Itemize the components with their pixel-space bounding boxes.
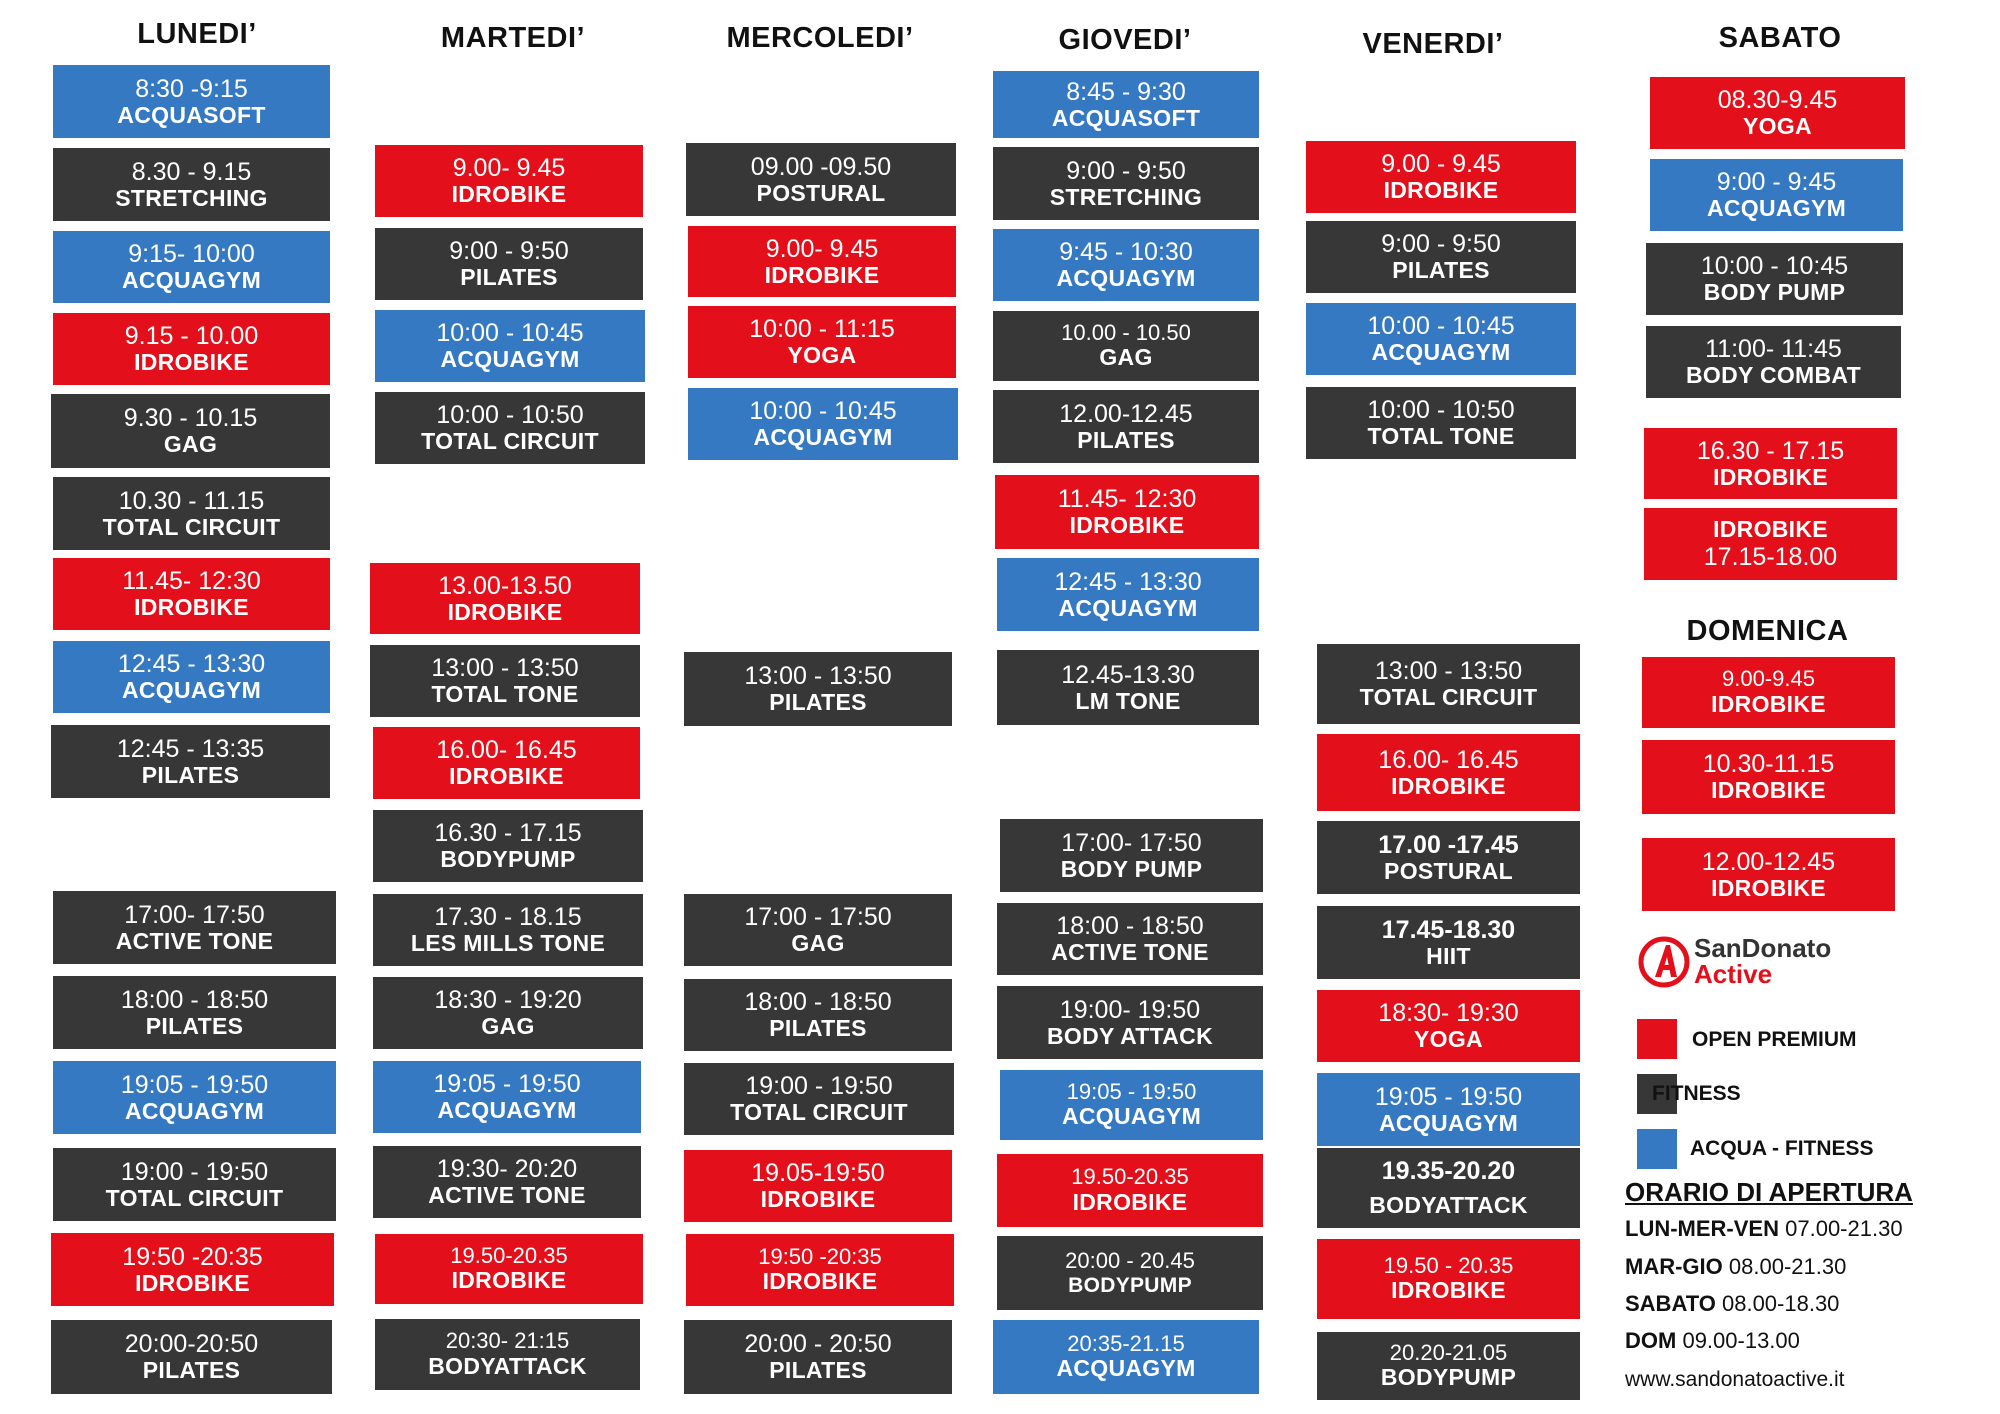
slot-time: 20:00-20:50 [124, 1330, 259, 1359]
slot-class-name: IDROBIKE [1711, 874, 1826, 901]
slot-time: 19:05 - 19:50 [433, 1070, 581, 1099]
class-slot [1000, 819, 1263, 892]
slot-time: 19.50-20.35 [450, 1242, 568, 1268]
slot-time: 18:00 - 18:50 [120, 985, 269, 1014]
class-slot [1306, 221, 1576, 293]
slot-class-name: IDROBIKE [447, 598, 563, 625]
slot-time: 11:00- 11:45 [1705, 335, 1842, 364]
class-slot [373, 1061, 641, 1133]
class-slot [53, 976, 336, 1049]
slot-class-name: PILATES [142, 1357, 241, 1384]
class-slot [1642, 838, 1895, 911]
slot-time: 19.50-20.35 [1071, 1164, 1189, 1190]
class-slot [1650, 77, 1905, 149]
slot-class-name: IDROBIKE [451, 1267, 567, 1294]
legend-label-acqua-fitness: ACQUA - FITNESS [1690, 1137, 1874, 1160]
class-slot [688, 388, 958, 460]
slot-class-name: ACTIVE TONE [1051, 939, 1209, 966]
slot-time: 19:05 - 19:50 [1066, 1078, 1197, 1104]
slot-time: 19:50 -20:35 [122, 1242, 263, 1271]
slot-time: 11.45- 12:30 [1057, 485, 1197, 514]
class-slot [1306, 303, 1576, 375]
slot-class-name: IDROBIKE [134, 594, 249, 621]
slot-class-name: ACQUAGYM [753, 424, 893, 451]
class-slot [993, 390, 1259, 463]
class-slot [1000, 1070, 1263, 1140]
slot-class-name: PILATES [1392, 257, 1490, 284]
slot-class-name: BODYATTACK [1369, 1192, 1528, 1219]
class-slot [997, 1154, 1263, 1227]
slot-time: 10.30 - 11.15 [118, 486, 265, 515]
slot-class-name: TOTAL TONE [1367, 423, 1515, 450]
class-slot [370, 645, 640, 717]
slot-class-name: ACQUAGYM [440, 346, 580, 373]
slot-time: 10.30-11.15 [1702, 750, 1835, 779]
slot-time: 10:00 - 10:45 [749, 397, 897, 426]
class-slot [684, 1063, 954, 1135]
class-slot [373, 727, 640, 799]
slot-time: 16.00- 16.45 [1378, 745, 1519, 774]
class-slot [684, 1150, 952, 1222]
opening-hours-days: MAR-GIO [1625, 1254, 1723, 1279]
opening-hours-days: LUN-MER-VEN [1625, 1216, 1779, 1241]
slot-class-name: YOGA [1743, 113, 1812, 140]
class-slot [1650, 159, 1903, 231]
slot-time: 13:00 - 13:50 [744, 662, 892, 691]
slot-time: 12.00-12.45 [1059, 399, 1193, 428]
slot-time: 9.00-9.45 [1722, 666, 1815, 692]
slot-time: 9.30 - 10.15 [123, 404, 258, 433]
class-slot [684, 1320, 952, 1394]
class-slot [684, 979, 952, 1051]
class-slot [688, 306, 956, 378]
slot-class-name: IDROBIKE [764, 261, 880, 288]
class-slot [53, 231, 330, 303]
opening-hours-row [1625, 1216, 1903, 1242]
slot-class-name: BODYATTACK [428, 1352, 587, 1379]
slot-class-name: ACTIVE TONE [428, 1182, 586, 1209]
class-slot [51, 725, 330, 798]
class-slot [1644, 508, 1897, 580]
slot-time: 9:00 - 9:50 [1381, 230, 1501, 259]
slot-class-name: IDROBIKE [135, 1269, 250, 1296]
slot-time: 18:30 - 19:20 [434, 986, 582, 1015]
slot-class-name: GAG [1099, 344, 1153, 371]
class-slot [1317, 1148, 1580, 1228]
slot-time: 12:45 - 13:30 [1054, 567, 1202, 596]
slot-time: 20:00 - 20.45 [1065, 1247, 1195, 1273]
slot-time: 10:00 - 10:50 [436, 401, 584, 430]
slot-time: 19:05 - 19:50 [1374, 1082, 1523, 1111]
opening-hours-time: 09.00-13.00 [1682, 1328, 1800, 1353]
slot-time: 9:00 - 9:50 [449, 237, 569, 266]
slot-time: 17.30 - 18.15 [434, 903, 582, 932]
slot-time: 12:45 - 13:30 [117, 650, 266, 679]
slot-class-name: BODYPUMP [1380, 1364, 1517, 1391]
slot-time: 17.15-18.00 [1703, 542, 1838, 571]
slot-class-name: GAG [163, 431, 218, 458]
class-slot [375, 1234, 643, 1304]
slot-time: 10:00 - 10:45 [1367, 312, 1515, 341]
class-slot [375, 228, 643, 300]
slot-class-name: IDROBIKE [1391, 1277, 1506, 1304]
slot-class-name: IDROBIKE [1072, 1188, 1188, 1215]
slot-class-name: IDROBIKE [451, 181, 567, 208]
slot-class-name: HIIT [1426, 942, 1471, 969]
slot-time: 9:00 - 9:45 [1716, 168, 1837, 197]
class-slot [53, 148, 330, 221]
class-slot [1306, 141, 1576, 213]
day-title-domenica: DOMENICA [1686, 615, 1849, 647]
slot-time: 12:45 - 13:35 [116, 734, 265, 763]
slot-class-name: PILATES [145, 1012, 244, 1039]
slot-class-name: IDROBIKE [134, 349, 249, 376]
class-slot [51, 1320, 332, 1394]
class-slot [1317, 1239, 1580, 1319]
slot-time: 13.00-13.50 [438, 571, 572, 600]
slot-class-name: BODYPUMP [440, 846, 576, 873]
opening-hours-days: SABATO [1625, 1291, 1716, 1316]
class-slot [370, 563, 640, 634]
legend-label-open-premium: OPEN PREMIUM [1692, 1028, 1857, 1051]
class-slot [993, 147, 1259, 220]
class-slot [688, 226, 956, 297]
slot-time: 16.30 - 17.15 [1696, 436, 1845, 465]
class-slot [993, 1320, 1259, 1394]
slot-class-name: ACQUASOFT [1051, 104, 1201, 131]
slot-time: 20.20-21.05 [1389, 1339, 1508, 1365]
class-slot [1642, 657, 1895, 728]
slot-class-name: IDROBIKE [760, 1186, 876, 1213]
brand-name-line2: Active [1694, 959, 1773, 989]
brand-name-line1: SanDonato [1694, 933, 1832, 963]
class-slot [373, 810, 643, 882]
slot-time: 17:00- 17:50 [1061, 828, 1202, 857]
slot-time: 10.00 - 10.50 [1061, 319, 1191, 345]
slot-class-name: ACTIVE TONE [115, 927, 274, 954]
slot-time: 20:00 - 20:50 [744, 1330, 892, 1359]
website-link[interactable]: www.sandonatoactive.it [1625, 1368, 1845, 1391]
slot-class-name: IDROBIKE [1713, 516, 1828, 543]
slot-time: 19:30- 20:20 [436, 1155, 578, 1184]
slot-time: 9.00- 9.45 [765, 234, 879, 263]
slot-class-name: ACQUAGYM [121, 677, 262, 704]
slot-time: 9.00- 9.45 [452, 154, 566, 183]
slot-time: 16.00- 16.45 [436, 736, 577, 765]
slot-time: 17.45-18.30 [1381, 915, 1516, 944]
slot-class-name: GAG [481, 1013, 535, 1040]
class-slot [373, 977, 643, 1049]
slot-class-name: ACQUAGYM [1061, 1103, 1202, 1130]
opening-hours-days: DOM [1625, 1328, 1677, 1353]
class-slot [997, 986, 1263, 1059]
class-slot [51, 1233, 334, 1306]
slot-class-name: BODY PUMP [1703, 279, 1846, 306]
opening-hours-row [1625, 1328, 1800, 1354]
opening-hours-time: 07.00-21.30 [1785, 1216, 1903, 1241]
day-title-lunedi: LUNEDI’ [137, 18, 257, 50]
class-slot [997, 1236, 1263, 1310]
slot-class-name: ACQUAGYM [1056, 1355, 1196, 1382]
class-slot [1646, 243, 1903, 315]
class-slot [686, 143, 956, 216]
slot-class-name: ACQUASOFT [117, 101, 266, 128]
slot-class-name: BODY ATTACK [1047, 1022, 1213, 1049]
slot-time: 13:00 - 13:50 [1374, 657, 1523, 686]
class-slot [1306, 387, 1576, 459]
slot-time: 20:30- 21:15 [445, 1328, 570, 1354]
slot-class-name: POSTURAL [1384, 857, 1513, 884]
slot-class-name: TOTAL TONE [431, 681, 579, 708]
slot-time: 16.30 - 17.15 [434, 819, 582, 848]
slot-class-name: TOTAL CIRCUIT [730, 1099, 908, 1126]
class-slot [53, 313, 330, 385]
class-slot [53, 558, 330, 630]
slot-time: 18:30- 19:30 [1378, 999, 1519, 1028]
slot-class-name: LES MILLS TONE [410, 930, 606, 957]
class-slot [1317, 644, 1580, 724]
slot-class-name: IDROBIKE [1711, 690, 1826, 717]
class-slot [993, 311, 1259, 381]
class-slot [375, 310, 645, 382]
class-slot [375, 145, 643, 217]
slot-class-name: BODY COMBAT [1686, 362, 1861, 389]
slot-time: 19:05 - 19:50 [120, 1070, 269, 1099]
class-slot [53, 641, 330, 713]
slot-time: 18:00 - 18:50 [744, 988, 892, 1017]
class-slot [997, 558, 1259, 631]
slot-class-name: GAG [791, 930, 845, 957]
slot-class-name: BODY PUMP [1060, 855, 1203, 882]
slot-time: 8.30 - 9.15 [131, 157, 252, 186]
legend-swatch-acqua-fitness [1637, 1129, 1677, 1169]
legend-swatch-open-premium [1637, 1019, 1677, 1059]
class-slot [373, 894, 643, 966]
slot-class-name: ACQUAGYM [1371, 339, 1511, 366]
slot-time: 9:45 - 10:30 [1059, 238, 1193, 267]
opening-hours-time: 08.00-18.30 [1721, 1291, 1840, 1316]
slot-class-name: YOGA [787, 342, 857, 369]
slot-class-name: ACQUAGYM [1058, 594, 1198, 621]
slot-time: 17:00 - 17:50 [744, 903, 892, 932]
slot-class-name: IDROBIKE [1391, 772, 1506, 799]
class-slot [373, 1146, 641, 1218]
slot-class-name: IDROBIKE [762, 1268, 878, 1295]
slot-time: 19:00 - 19:50 [745, 1072, 893, 1101]
slot-time: 10:00 - 10:50 [1367, 396, 1515, 425]
class-slot [1317, 990, 1580, 1062]
slot-time: 20:35-21.15 [1067, 1330, 1185, 1356]
class-slot [53, 1148, 336, 1221]
class-slot [684, 894, 952, 966]
slot-class-name: TOTAL CIRCUIT [421, 428, 599, 455]
day-title-mercoledi: MERCOLEDI’ [726, 22, 914, 54]
class-slot [1317, 734, 1580, 811]
class-slot [686, 1234, 954, 1306]
slot-class-name: ACQUAGYM [1706, 195, 1847, 222]
slot-class-name: POSTURAL [756, 179, 886, 206]
class-slot [375, 392, 645, 464]
slot-time: 9:00 - 9:50 [1066, 156, 1186, 185]
class-slot [995, 475, 1259, 549]
class-slot [1646, 326, 1901, 398]
slot-class-name: ACQUAGYM [124, 1097, 265, 1124]
class-slot [1317, 1073, 1580, 1146]
slot-class-name: ACQUAGYM [1378, 1109, 1519, 1136]
slot-time: 9.00 - 9.45 [1381, 150, 1501, 179]
slot-class-name: STRETCHING [115, 184, 268, 211]
class-slot [375, 1319, 640, 1390]
slot-class-name: PILATES [769, 1357, 867, 1384]
slot-time: 13:00 - 13:50 [431, 654, 579, 683]
slot-class-name: PILATES [141, 761, 240, 788]
slot-class-name: IDROBIKE [449, 763, 564, 790]
sandonato-logo-icon [1637, 935, 1691, 989]
class-slot [993, 71, 1259, 138]
slot-time: 19.05-19:50 [751, 1159, 885, 1188]
class-slot [997, 903, 1263, 975]
slot-class-name: IDROBIKE [1713, 463, 1828, 490]
day-title-giovedi: GIOVEDI’ [1058, 24, 1192, 56]
slot-time: 11.45- 12:30 [122, 567, 261, 596]
slot-class-name: PILATES [769, 689, 867, 716]
class-slot [1644, 428, 1897, 499]
slot-class-name: PILATES [769, 1015, 867, 1042]
slot-class-name: ACQUAGYM [121, 267, 262, 294]
class-slot [53, 1061, 336, 1134]
slot-class-name: STRETCHING [1049, 183, 1203, 210]
day-title-sabato: SABATO [1718, 22, 1842, 54]
legend-label-fitness: FITNESS [1652, 1082, 1741, 1105]
slot-time: 17.00 -17.45 [1378, 830, 1519, 859]
slot-time: 19:50 -20:35 [758, 1243, 882, 1269]
slot-class-name: TOTAL CIRCUIT [102, 513, 281, 540]
class-slot [1317, 1332, 1580, 1400]
slot-class-name: IDROBIKE [1711, 777, 1826, 804]
day-title-venerdi: VENERDI’ [1362, 28, 1504, 60]
class-slot [53, 891, 336, 964]
slot-time: 10:00 - 11:15 [749, 315, 895, 344]
slot-time: 8:30 -9:15 [135, 74, 248, 103]
opening-hours-row [1625, 1254, 1846, 1280]
opening-hours-title: ORARIO DI APERTURA [1625, 1177, 1913, 1207]
slot-class-name: ACQUAGYM [437, 1097, 577, 1124]
slot-time: 9:15- 10:00 [128, 240, 255, 269]
slot-time: 10:00 - 10:45 [1700, 252, 1849, 281]
class-slot [684, 652, 952, 726]
slot-class-name: ACQUAGYM [1056, 265, 1196, 292]
day-title-martedi: MARTEDI’ [440, 22, 586, 54]
slot-class-name: YOGA [1414, 1026, 1483, 1053]
slot-time: 09.00 -09.50 [750, 152, 892, 181]
slot-time: 19.50 - 20.35 [1383, 1252, 1514, 1278]
slot-time: 08.30-9.45 [1717, 86, 1838, 115]
slot-class-name: PILATES [1077, 426, 1175, 453]
slot-time: 8:45 - 9:30 [1066, 77, 1186, 106]
slot-class-name: TOTAL CIRCUIT [1359, 684, 1538, 711]
slot-time: 12.45-13.30 [1061, 660, 1195, 689]
slot-class-name: BODYPUMP [1068, 1273, 1192, 1297]
slot-class-name: TOTAL CIRCUIT [105, 1184, 284, 1211]
slot-time: 17:00- 17:50 [124, 900, 265, 929]
slot-time: 12.00-12.45 [1701, 847, 1836, 876]
slot-time: 19:00 - 19:50 [120, 1157, 269, 1186]
class-slot [53, 477, 330, 550]
class-slot [993, 229, 1259, 301]
slot-time: 18:00 - 18:50 [1056, 912, 1204, 941]
opening-hours-row [1625, 1291, 1839, 1317]
slot-time: 19.35-20.20 [1381, 1157, 1516, 1186]
class-slot [1642, 740, 1895, 814]
class-slot [997, 650, 1259, 725]
opening-hours-time: 08.00-21.30 [1728, 1254, 1847, 1279]
slot-time: 9.15 - 10.00 [124, 322, 259, 351]
slot-class-name: LM TONE [1075, 687, 1181, 714]
slot-class-name: IDROBIKE [1383, 177, 1499, 204]
slot-time: 10:00 - 10:45 [436, 319, 584, 348]
class-slot [51, 394, 330, 468]
class-slot [1317, 906, 1580, 979]
slot-class-name: IDROBIKE [1069, 512, 1185, 539]
slot-class-name: PILATES [460, 264, 558, 291]
slot-time: 19:00- 19:50 [1059, 995, 1201, 1024]
class-slot [1317, 821, 1580, 894]
class-slot [53, 65, 330, 138]
